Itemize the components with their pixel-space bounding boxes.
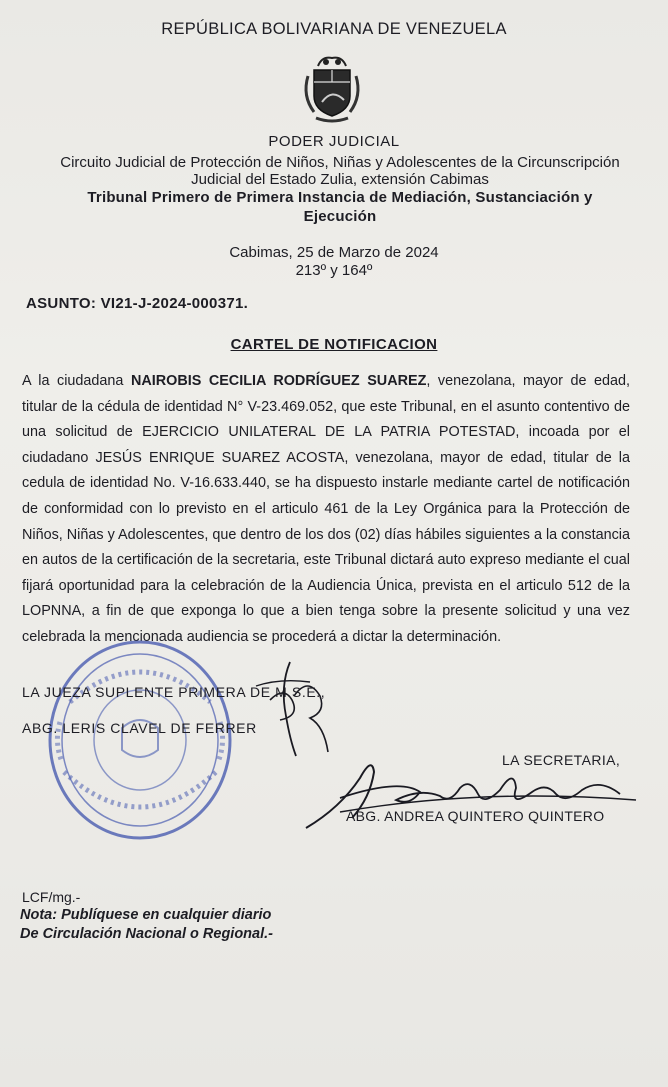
republic-years: 213º y 164º bbox=[295, 262, 373, 279]
circuit-heading bbox=[20, 154, 660, 188]
body-text: , venezolana, mayor de edad, titular de la cédula de identidad N° V-23.469.052, que este Tribunal, en el asunto contentivo de una solicitud de EJERCICIO UNILATERAL DE LA PATRIA POTESTAD, incoada por el ciudadano JESÚS ENRIQUE SUAREZ ACOSTA, venezolana, mayor de edad, titular de la cedula de identidad No. V-16.633.440, se ha dispuesto instarle mediante cartel de notificación de conformidad con lo previsto en el articulo 461 de la Ley Orgánica para la Protección de Niños, Niñas y Adolescentes, que dentro de los dos (02) días hábiles siguientes a la constancia en autos de la certificación de la secretaria, este Tribunal dictará auto expreso mediante el cual fijará oportunidad para la celebración de la Audiencia Única, prevista en el articulo 512 de la LOPNNA, a fin de que exponga lo que a bien tenga sobre la presente solicitud y una vez celebrada la mencionada audiencia se procederá a dictar la determinación. bbox=[22, 373, 631, 645]
publication-note bbox=[20, 906, 273, 944]
tribunal-line-1: Tribunal Primero de Primera Instancia de Mediación, Sustanciación y bbox=[87, 189, 593, 206]
judge-title: LA JUEZA SUPLENTE PRIMERA DE M.S.E., bbox=[22, 684, 326, 700]
circuit-line-2: Judicial del Estado Zulia, extensión Cabimas bbox=[191, 171, 489, 188]
judicial-power-heading: PODER JUDICIAL bbox=[268, 133, 400, 150]
date-block bbox=[0, 244, 668, 280]
notification-body bbox=[22, 369, 630, 651]
addressee-name: NAIROBIS CECILIA RODRÍGUEZ SUAREZ bbox=[130, 373, 427, 389]
note-line-1: Nota: Publíquese en cualquier diario bbox=[20, 907, 272, 923]
place-date: Cabimas, 25 de Marzo de 2024 bbox=[229, 244, 439, 261]
secretary-name: ABG. ANDREA QUINTERO QUINTERO bbox=[346, 808, 605, 824]
tribunal-heading bbox=[40, 188, 640, 226]
body-intro: A la ciudadana bbox=[22, 373, 131, 389]
note-line-2: De Circulación Nacional o Regional.- bbox=[20, 926, 273, 942]
secretary-title: LA SECRETARIA, bbox=[502, 752, 621, 768]
coat-of-arms-icon bbox=[300, 52, 364, 124]
circuit-line-1: Circuito Judicial de Protección de Niños, Niñas y Adolescentes de la Circunscripción bbox=[60, 154, 620, 171]
case-subject: ASUNTO: VI21-J-2024-000371. bbox=[26, 295, 249, 312]
judge-name: ABG. LERIS CLAVEL DE FERRER bbox=[22, 720, 257, 736]
republic-heading: REPÚBLICA BOLIVARIANA DE VENEZUELA bbox=[161, 20, 507, 38]
document-title: CARTEL DE NOTIFICACION bbox=[230, 336, 438, 353]
initials: LCF/mg.- bbox=[22, 889, 81, 905]
court-seal-stamp bbox=[40, 632, 240, 847]
tribunal-line-2: Ejecución bbox=[303, 208, 377, 225]
